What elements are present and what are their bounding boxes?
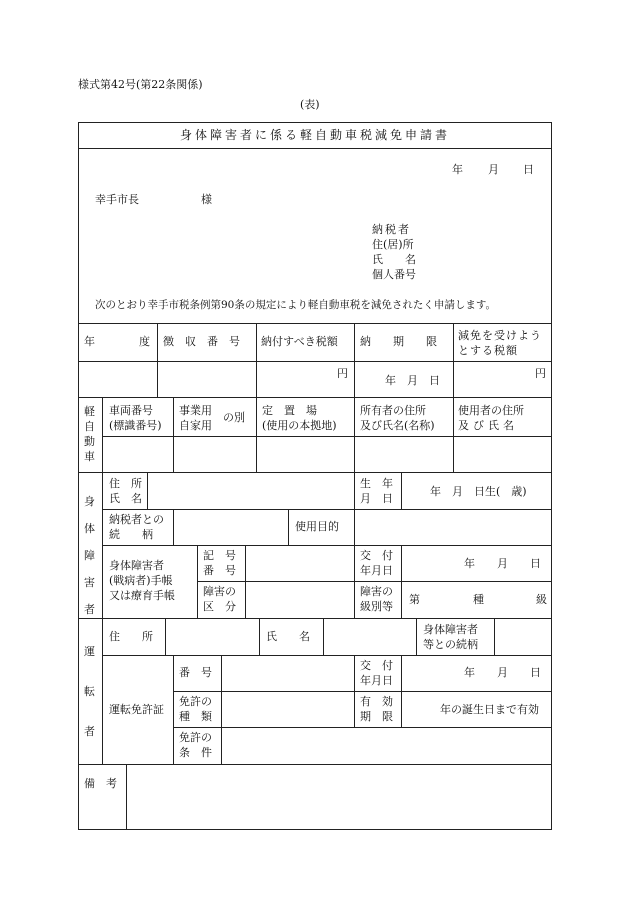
license-type-label: 免許の — [179, 695, 212, 708]
license-validity-label-2: 期 限 — [360, 710, 393, 723]
license-issue-label-2: 年月日 — [360, 674, 393, 687]
license-issue-label: 交 付 — [360, 659, 393, 672]
license-type-label-2: 種 類 — [179, 710, 212, 723]
owner-label: 所有者の住所 — [360, 404, 426, 417]
driver-section-label: 運転者 — [84, 645, 95, 738]
reduction-unit: 円 — [535, 367, 546, 380]
handbook-issue-label: 交 付 — [360, 549, 393, 562]
disabled-section-label: 身体障害者 — [84, 495, 95, 616]
business-use-label: 事業用 — [179, 404, 212, 417]
applicant-heading: 納税者 — [372, 223, 411, 236]
header-collection-number: 徴 収 番 号 — [163, 335, 240, 348]
disabled-name-label: 氏 名 — [109, 492, 142, 505]
form-frame — [78, 122, 552, 830]
applicant-address-label: 住(居)所 — [372, 238, 414, 251]
header-year: 年 度 — [84, 335, 150, 348]
handbook-label-3: 又は療育手帳 — [109, 589, 175, 602]
license-issue-value: 年 月 日 — [464, 666, 541, 679]
owner-name-label: 及び氏名(名称) — [360, 419, 435, 432]
date-day: 日 — [523, 163, 534, 176]
grade-value-suffix: 級 — [536, 593, 547, 606]
handbook-label-2: (戦病者)手帳 — [109, 574, 173, 587]
header-deadline: 納 期 限 — [360, 335, 437, 348]
header-tax-due: 納付すべき税額 — [261, 335, 338, 348]
applicant-name-label: 氏 名 — [372, 253, 416, 266]
purpose-label: 使用目的 — [295, 520, 339, 533]
driver-relation-label-2: 等との続柄 — [423, 638, 478, 651]
deadline-date: 年 月 日 — [385, 374, 440, 387]
vehicle-section-label: 軽自動車 — [84, 405, 95, 463]
handbook-label: 身体障害者 — [109, 559, 164, 572]
record-number-label: 記 号 — [203, 549, 236, 562]
relation-label: 納税者との — [109, 513, 164, 526]
birth-value: 年 月 日生( 歳) — [430, 485, 527, 498]
license-condition-label: 免許の — [179, 731, 212, 744]
driver-address-label: 住 所 — [109, 630, 153, 643]
location-sub-label: (使用の本拠地) — [262, 419, 337, 432]
location-label: 定 置 場 — [262, 404, 317, 417]
remarks-label: 備 考 — [84, 777, 117, 790]
form-title: 身体障害者に係る軽自動車税減免申請書 — [179, 128, 450, 142]
addressee: 幸手市長 — [95, 193, 139, 206]
license-number-label: 番 号 — [179, 666, 212, 679]
category-label-2: 区 分 — [203, 600, 236, 613]
header-reduction-amount: 減免を受けようとする税額 — [458, 329, 542, 357]
grade-value-prefix: 第 — [409, 593, 420, 606]
use-distinction-label: の別 — [223, 411, 245, 424]
license-label: 運転免許証 — [109, 703, 164, 716]
grade-label-2: 級別等 — [360, 600, 393, 613]
plate-sign-label: (標識番号) — [109, 419, 162, 432]
private-use-label: 自家用 — [179, 419, 212, 432]
driver-name-label: 氏 名 — [266, 630, 310, 643]
handbook-issue-value: 年 月 日 — [464, 557, 541, 570]
plate-number-label: 車両番号 — [109, 404, 153, 417]
user-name-label: 及び氏名 — [458, 419, 518, 432]
category-label: 障害の — [203, 585, 236, 598]
disabled-address-label: 住 所 — [109, 477, 142, 490]
application-statement: 次のとおり幸手市税条例第90条の規定により軽自動車税を減免されたく申請します。 — [95, 299, 497, 311]
grade-label: 障害の — [360, 585, 393, 598]
license-condition-label-2: 条 件 — [179, 746, 212, 759]
grade-value-type: 種 — [473, 593, 484, 606]
birth-label: 生 年 — [360, 477, 393, 490]
handbook-issue-label-2: 年月日 — [360, 564, 393, 577]
date-month: 月 — [488, 163, 499, 176]
tax-due-unit: 円 — [337, 367, 348, 380]
applicant-number-label: 個人番号 — [372, 268, 416, 281]
addressee-honorific: 様 — [201, 193, 212, 206]
driver-relation-label: 身体障害者 — [423, 623, 478, 636]
license-validity-value: 年の誕生日まで有効 — [440, 703, 539, 716]
record-number-label-2: 番 号 — [203, 564, 236, 577]
birth-label-2: 月 日 — [360, 492, 393, 505]
relation-label-2: 続 柄 — [109, 528, 153, 541]
user-label: 使用者の住所 — [458, 404, 524, 417]
form-side: (表) — [300, 98, 320, 111]
form-number: 様式第42号(第22条関係) — [78, 78, 203, 91]
license-validity-label: 有 効 — [360, 695, 393, 708]
date-year: 年 — [452, 163, 463, 176]
